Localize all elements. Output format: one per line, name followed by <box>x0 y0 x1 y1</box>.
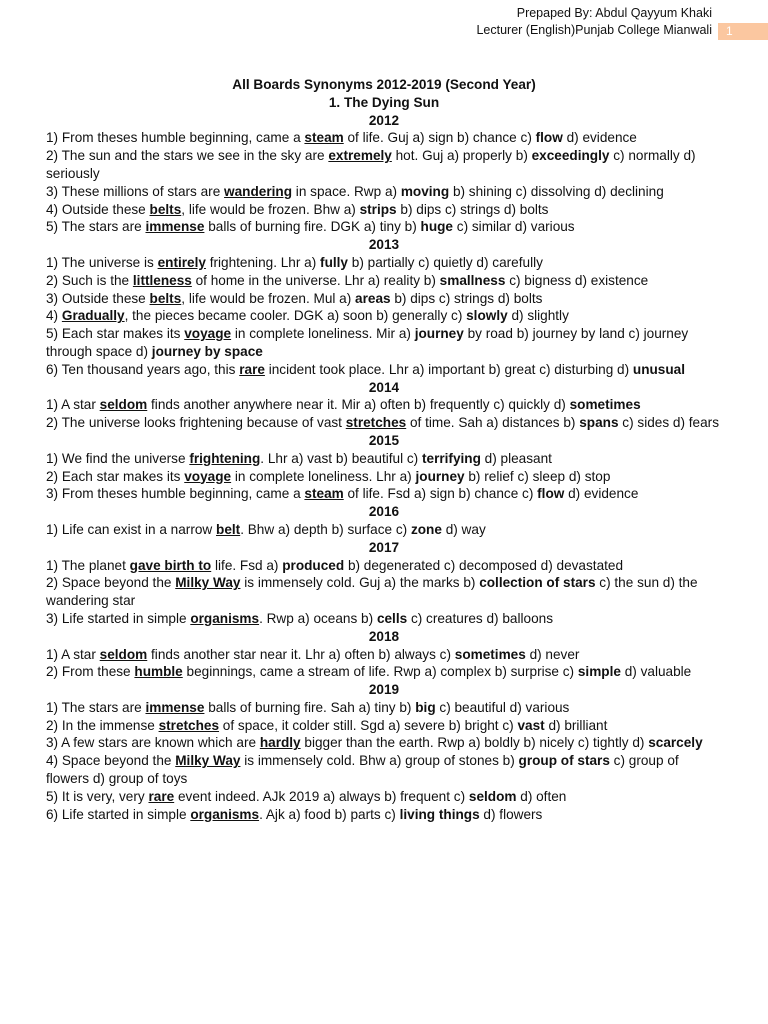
question-text: hot. Guj a) properly b) <box>391 148 532 164</box>
correct-answer: moving <box>400 183 450 199</box>
question-text: d) never <box>525 646 580 662</box>
question-item <box>46 361 722 379</box>
question-text: c) similar d) various <box>453 219 575 235</box>
question-text: 1) From theses humble beginning, came a <box>46 130 305 146</box>
target-word: immense <box>145 219 205 235</box>
correct-answer: journey <box>414 326 464 342</box>
correct-answer: living things <box>399 806 480 822</box>
correct-answer: sometimes <box>569 397 641 413</box>
question-text: d) way <box>441 521 486 537</box>
question-text: incident took place. Lhr a) important b) great c) disturbing d) <box>264 361 633 377</box>
question-text: b) dips c) strings d) bolts <box>390 290 543 306</box>
question-text: 2) Space beyond the <box>46 575 176 591</box>
prepared-by-text: Prepaped By: Abdul Qayyum Khaki <box>516 6 712 20</box>
target-word: stretches <box>345 415 407 431</box>
correct-answer: cells <box>376 610 408 626</box>
question-text: c) beautiful d) various <box>435 699 570 715</box>
question-text: . Ajk a) food b) parts c) <box>259 806 400 822</box>
question-text: 4) Space beyond the <box>46 753 176 769</box>
question-item <box>46 574 722 610</box>
correct-answer: exceedingly <box>531 148 610 164</box>
question-item <box>46 663 722 681</box>
target-word: Gradually <box>61 308 125 324</box>
question-text: balls of burning fire. Sah a) tiny b) <box>204 699 416 715</box>
target-word: organisms <box>190 610 260 626</box>
question-text: . Rwp a) oceans b) <box>259 610 377 626</box>
target-word: gave birth to <box>129 557 212 573</box>
question-text: 3) From theses humble beginning, came a <box>46 486 305 502</box>
question-text: c) bigness d) existence <box>505 272 649 288</box>
year-heading: 2013 <box>368 237 400 253</box>
question-text: 2) From these <box>46 664 135 680</box>
question-item <box>46 646 722 664</box>
target-word: rare <box>239 361 265 377</box>
question-text: frightening. Lhr a) <box>205 254 321 270</box>
question-item <box>46 201 722 219</box>
target-word: steam <box>304 130 344 146</box>
correct-answer: seldom <box>468 788 517 804</box>
question-text: b) relief c) sleep d) stop <box>464 468 611 484</box>
target-word: rare <box>148 788 175 804</box>
question-text: . Bhw a) depth b) surface c) <box>240 521 411 537</box>
question-text: d) often <box>516 788 567 804</box>
question-text: bigger than the earth. Rwp a) boldly b) nicely c) tightly d) <box>300 735 649 751</box>
correct-answer: smallness <box>439 272 506 288</box>
question-item <box>46 610 722 628</box>
year-heading: 2015 <box>368 432 400 448</box>
question-item <box>46 734 722 752</box>
question-text: b) dips c) strings d) bolts <box>396 201 549 217</box>
question-text: d) flowers <box>479 806 543 822</box>
question-text: event indeed. AJk 2019 a) always b) frequent c) <box>174 788 469 804</box>
target-word: belt <box>216 521 241 537</box>
question-text: c) the sun d) the wandering star <box>46 575 698 609</box>
question-item <box>46 806 722 824</box>
target-word: extremely <box>328 148 392 164</box>
question-item <box>46 325 722 361</box>
year-heading: 2012 <box>368 112 400 128</box>
question-text: b) partially c) quietly d) carefully <box>348 254 543 270</box>
correct-answer: unusual <box>632 361 686 377</box>
question-text: 1) The planet <box>46 557 130 573</box>
correct-answer: journey by space <box>151 343 263 359</box>
question-text: finds another anywhere near it. Mir a) often b) frequently c) quickly d) <box>147 397 570 413</box>
correct-answer: zone <box>410 521 442 537</box>
target-word: immense <box>145 699 205 715</box>
target-word: belts <box>149 201 182 217</box>
question-text: 1) A star <box>46 646 100 662</box>
correct-answer: flow <box>537 486 565 502</box>
question-item <box>46 717 722 735</box>
question-text: , the pieces became cooler. DGK a) soon b) generally c) <box>124 308 467 324</box>
question-text: beginnings, came a stream of life. Rwp a) complex b) surprise c) <box>182 664 578 680</box>
question-text: in space. Rwp a) <box>292 183 401 199</box>
correct-answer: terrifying <box>421 450 481 466</box>
question-text: 5) Each star makes its <box>46 326 185 342</box>
question-text: 1) We find the universe <box>46 450 190 466</box>
year-heading: 2016 <box>368 504 400 520</box>
question-text: 4) Outside these <box>46 201 150 217</box>
question-text: is immensely cold. Guj a) the marks b) <box>240 575 480 591</box>
correct-answer: strips <box>359 201 397 217</box>
target-word: Milky Way <box>175 575 241 591</box>
target-word: stretches <box>158 717 220 733</box>
question-text: d) brilliant <box>544 717 608 733</box>
target-word: Milky Way <box>175 753 241 769</box>
year-heading: 2017 <box>368 539 400 555</box>
correct-answer: scarcely <box>648 735 703 751</box>
question-item <box>46 183 722 201</box>
question-item <box>46 254 722 272</box>
question-text: 4) <box>46 308 62 324</box>
page-number-badge: 1 <box>718 23 768 40</box>
year-heading: 2019 <box>368 682 400 698</box>
question-text: d) slightly <box>507 308 569 324</box>
question-item <box>46 272 722 290</box>
question-text: 1) The universe is <box>46 254 158 270</box>
question-text: of space, it colder still. Sgd a) severe b) bright c) <box>219 717 518 733</box>
question-text: 3) A few stars are known which are <box>46 735 260 751</box>
correct-answer: huge <box>420 219 453 235</box>
correct-answer: areas <box>355 290 391 306</box>
question-text: 1) A star <box>46 397 100 413</box>
target-word: seldom <box>99 397 148 413</box>
question-text: is immensely cold. Bhw a) group of stones b) <box>240 753 519 769</box>
question-text: 5) It is very, very <box>46 788 149 804</box>
correct-answer: spans <box>579 415 619 431</box>
year-heading: 2018 <box>368 628 400 644</box>
correct-answer: journey <box>415 468 465 484</box>
question-item <box>46 307 722 325</box>
question-text: b) shining c) dissolving d) declining <box>449 183 664 199</box>
question-item <box>46 290 722 308</box>
target-word: belts <box>149 290 182 306</box>
question-text: of life. Guj a) sign b) chance c) <box>343 130 536 146</box>
target-word: steam <box>304 486 344 502</box>
question-text: c) group of flowers d) group of toys <box>46 753 679 787</box>
question-text: life. Fsd a) <box>211 557 283 573</box>
question-text: 2) The universe looks frightening because of vast <box>46 415 346 431</box>
question-text: 6) Ten thousand years ago, this <box>46 361 240 377</box>
page-header <box>0 6 768 40</box>
question-text: 2) The sun and the stars we see in the sky are <box>46 148 329 164</box>
question-text: 2) In the immense <box>46 717 159 733</box>
question-text: 1) Life can exist in a narrow <box>46 521 217 537</box>
correct-answer: produced <box>282 557 345 573</box>
question-text: 2) Such is the <box>46 272 133 288</box>
question-text: finds another star near it. Lhr a) often b) always c) <box>147 646 455 662</box>
correct-answer: group of stars <box>518 753 610 769</box>
target-word: humble <box>134 664 183 680</box>
question-text: 6) Life started in simple <box>46 806 191 822</box>
document-body <box>46 76 722 823</box>
question-text: d) pleasant <box>480 450 552 466</box>
question-item <box>46 218 722 236</box>
document-title: All Boards Synonyms 2012-2019 (Second Year) <box>232 77 536 92</box>
question-text: balls of burning fire. DGK a) tiny b) <box>204 219 421 235</box>
correct-answer: fully <box>320 254 348 270</box>
question-item <box>46 557 722 575</box>
question-text: 5) The stars are <box>46 219 146 235</box>
question-text: in complete loneliness. Mir a) <box>231 326 415 342</box>
correct-answer: flow <box>535 130 563 146</box>
question-item <box>46 788 722 806</box>
target-word: wandering <box>224 183 293 199</box>
target-word: hardly <box>259 735 301 751</box>
question-text: , life would be frozen. Mul a) <box>181 290 356 306</box>
question-text: of life. Fsd a) sign b) chance c) <box>343 486 538 502</box>
question-text: d) evidence <box>564 486 639 502</box>
correct-answer: vast <box>517 717 545 733</box>
question-item <box>46 414 722 432</box>
question-item <box>46 147 722 183</box>
question-text: 1) The stars are <box>46 699 146 715</box>
question-item <box>46 129 722 147</box>
question-text: , life would be frozen. Bhw a) <box>181 201 360 217</box>
question-text: of home in the universe. Lhr a) reality b) <box>191 272 440 288</box>
correct-answer: simple <box>577 664 621 680</box>
question-text: 3) Outside these <box>46 290 150 306</box>
question-text: of time. Sah a) distances b) <box>406 415 580 431</box>
question-text: by road b) journey by land c) journey through space d) <box>46 326 689 359</box>
author-position-text: Lecturer (English)Punjab College Mianwali <box>476 23 712 37</box>
question-item <box>46 752 722 788</box>
question-text: c) creatures d) balloons <box>407 610 553 626</box>
target-word: voyage <box>184 468 232 484</box>
question-text: d) valuable <box>620 664 692 680</box>
target-word: seldom <box>99 646 148 662</box>
target-word: littleness <box>132 272 192 288</box>
question-item <box>46 450 722 468</box>
question-item <box>46 468 722 486</box>
question-item <box>46 396 722 414</box>
question-text: 3) These millions of stars are <box>46 183 225 199</box>
target-word: voyage <box>184 326 232 342</box>
question-text: c) normally d) seriously <box>46 148 696 181</box>
target-word: frightening <box>189 450 261 466</box>
target-word: organisms <box>190 806 260 822</box>
question-text: c) sides d) fears <box>618 415 720 431</box>
question-text: in complete loneliness. Lhr a) <box>231 468 416 484</box>
question-text: d) evidence <box>562 130 637 146</box>
question-text: 2) Each star makes its <box>46 468 185 484</box>
correct-answer: sometimes <box>454 646 526 662</box>
chapter-title: 1. The Dying Sun <box>328 94 440 110</box>
target-word: entirely <box>157 254 206 270</box>
year-heading: 2014 <box>368 379 400 395</box>
question-item <box>46 485 722 503</box>
correct-answer: collection of stars <box>479 575 596 591</box>
synonym-sections <box>46 112 722 824</box>
question-text: b) degenerated c) decomposed d) devastated <box>344 557 624 573</box>
correct-answer: big <box>415 699 436 715</box>
question-text: . Lhr a) vast b) beautiful c) <box>260 450 422 466</box>
correct-answer: slowly <box>466 308 508 324</box>
question-item <box>46 699 722 717</box>
question-text: 3) Life started in simple <box>46 610 191 626</box>
question-item <box>46 521 722 539</box>
